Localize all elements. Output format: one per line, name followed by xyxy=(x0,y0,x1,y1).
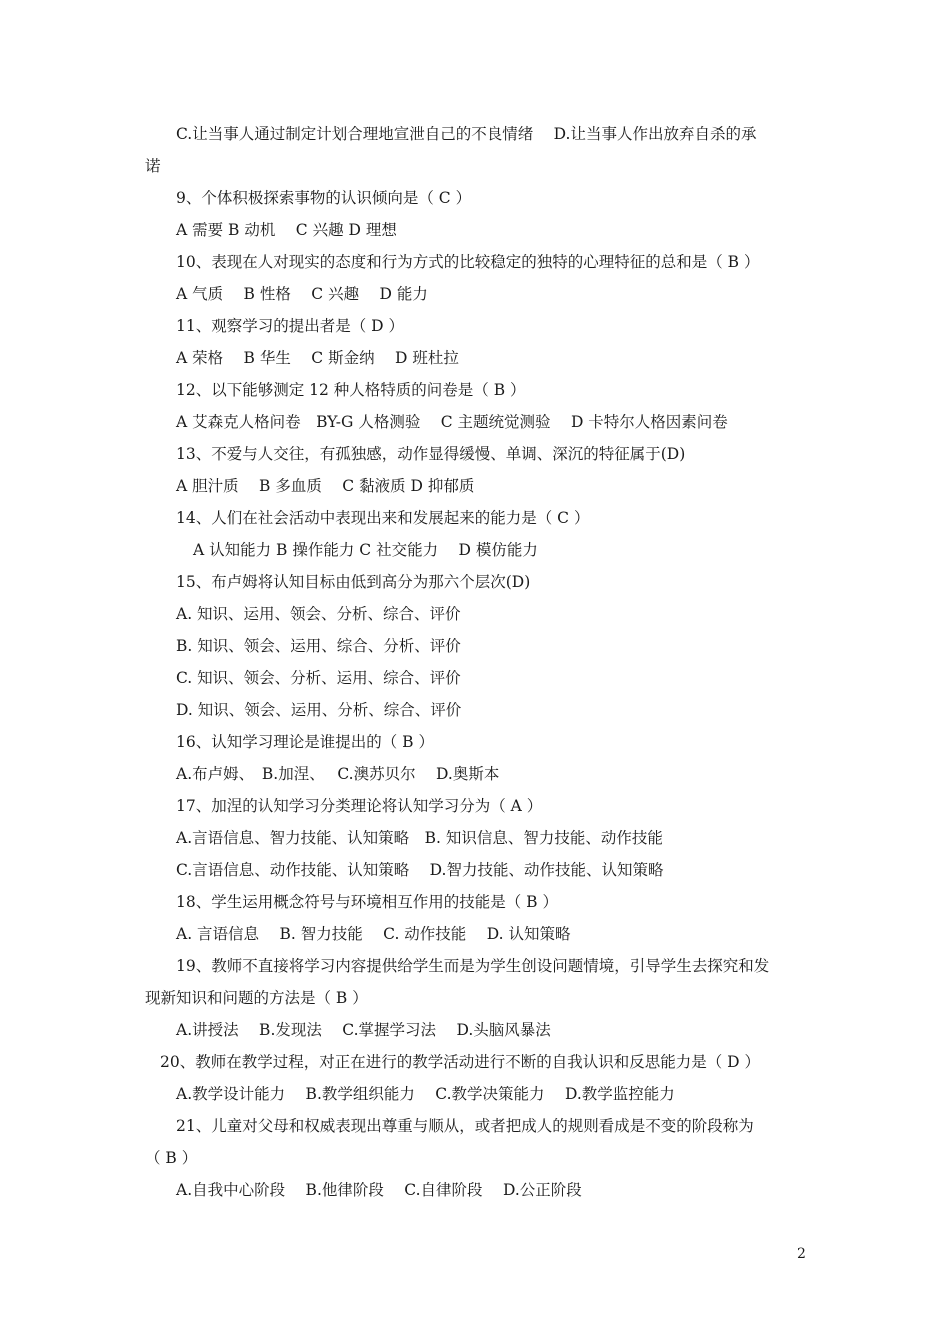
question-17-options-cd: C.言语信息、动作技能、认知策略 D.智力技能、动作技能、认知策略 xyxy=(176,861,664,879)
question-15: 15、布卢姆将认知目标由低到高分为那六个层次(D) xyxy=(176,573,531,591)
question-21: 21、儿童对父母和权威表现出尊重与顺从，或者把成人的规则看成是不变的阶段称为 xyxy=(176,1117,754,1135)
question-20: 20、教师在教学过程，对正在进行的教学活动进行不断的自我认识和反思能力是（ D ） xyxy=(160,1053,761,1071)
question-21-options: A.自我中心阶段 B.他律阶段 C.自律阶段 D.公正阶段 xyxy=(176,1181,582,1199)
question-9-options: A 需要 B 动机 C 兴趣 D 理想 xyxy=(176,221,397,239)
question-17: 17、加涅的认知学习分类理论将认知学习分为（ A ） xyxy=(176,797,543,815)
question-10-options: A 气质 B 性格 C 兴趣 D 能力 xyxy=(176,285,428,303)
question-19-continued: 现新知识和问题的方法是（ B ） xyxy=(145,989,368,1007)
question-11-options: A 荣格 B 华生 C 斯金纳 D 班杜拉 xyxy=(176,349,459,367)
question-17-options-ab: A.言语信息、智力技能、认知策略 B. 知识信息、智力技能、动作技能 xyxy=(176,829,663,847)
question-14-options: A 认知能力 B 操作能力 C 社交能力 D 模仿能力 xyxy=(193,541,538,559)
question-13-options: A 胆汁质 B 多血质 C 黏液质 D 抑郁质 xyxy=(176,477,475,495)
question-19: 19、教师不直接将学习内容提供给学生而是为学生创设问题情境，引导学生去探究和发 xyxy=(176,957,770,975)
question-12-options: A 艾森克人格问卷 BY-G 人格测验 C 主题统觉测验 D 卡特尔人格因素问卷 xyxy=(176,413,728,431)
question-12: 12、以下能够测定 12 种人格特质的问卷是（ B ） xyxy=(176,381,526,399)
page-number: 2 xyxy=(797,1246,806,1262)
question-21-continued: （ B ） xyxy=(145,1149,198,1167)
question-16-options: A.布卢姆、 B.加涅、 C.澳苏贝尔 D.奥斯本 xyxy=(176,765,500,783)
question-15-option-d: D. 知识、领会、运用、分析、综合、评价 xyxy=(176,701,462,719)
question-16: 16、认知学习理论是谁提出的（ B ） xyxy=(176,733,434,751)
question-10: 10、表现在人对现实的态度和行为方式的比较稳定的独特的心理特征的总和是（ B ） xyxy=(176,253,760,271)
question-19-options: A.讲授法 B.发现法 C.掌握学习法 D.头脑风暴法 xyxy=(176,1021,551,1039)
question-9: 9、个体积极探索事物的认识倾向是（ C ） xyxy=(176,189,472,207)
question-18: 18、学生运用概念符号与环境相互作用的技能是（ B ） xyxy=(176,893,558,911)
question-11: 11、观察学习的提出者是（ D ） xyxy=(176,317,405,335)
question-14: 14、人们在社会活动中表现出来和发展起来的能力是（ C ） xyxy=(176,509,590,527)
text-line: C.让当事人通过制定计划合理地宣泄自己的不良情绪 D.让当事人作出放弃自杀的承 xyxy=(176,125,757,143)
question-15-option-a: A. 知识、运用、领会、分析、综合、评价 xyxy=(176,605,461,623)
question-18-options: A. 言语信息 B. 智力技能 C. 动作技能 D. 认知策略 xyxy=(176,925,571,943)
question-15-option-b: B. 知识、领会、运用、综合、分析、评价 xyxy=(176,637,461,655)
question-20-options: A.教学设计能力 B.教学组织能力 C.教学决策能力 D.教学监控能力 xyxy=(176,1085,675,1103)
text-line: 诺 xyxy=(145,157,161,175)
question-15-option-c: C. 知识、领会、分析、运用、综合、评价 xyxy=(176,669,461,687)
question-13: 13、不爱与人交往，有孤独感，动作显得缓慢、单调、深沉的特征属于(D) xyxy=(176,445,686,463)
